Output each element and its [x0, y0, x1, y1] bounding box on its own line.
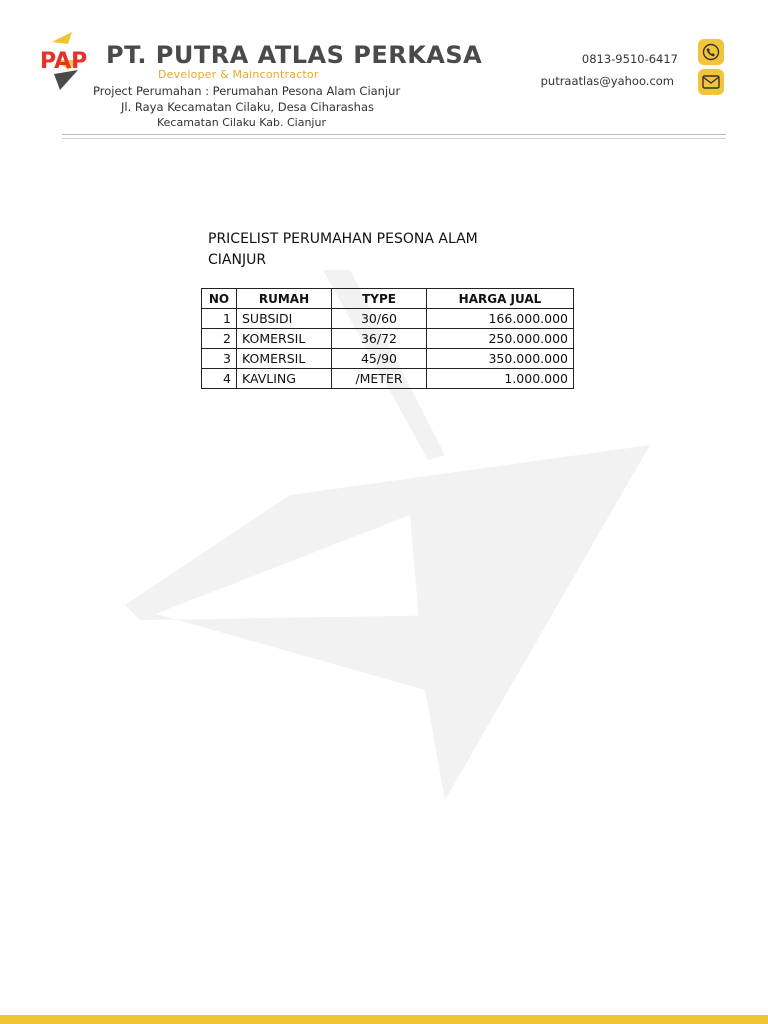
company-logo [38, 30, 100, 94]
footer-accent-bar [0, 1015, 768, 1024]
cell-harga: 166.000.000 [427, 309, 574, 329]
cell-harga: 350.000.000 [427, 349, 574, 369]
cell-rumah: KAVLING [237, 369, 332, 389]
column-header-harga-jual: HARGA JUAL [427, 289, 574, 309]
cell-rumah: KOMERSIL [237, 329, 332, 349]
table-row [202, 329, 574, 349]
table-header-row [202, 289, 574, 309]
header-divider [62, 138, 726, 139]
cell-rumah: SUBSIDI [237, 309, 332, 329]
cell-no: 3 [202, 349, 237, 369]
title-line: PRICELIST PERUMAHAN PESONA ALAM [208, 231, 478, 247]
table-row [202, 349, 574, 369]
envelope-icon [698, 69, 724, 95]
cell-type: 45/90 [332, 349, 427, 369]
pricelist-title [208, 229, 528, 271]
company-name: PT. PUTRA ATLAS PERKASA [106, 41, 483, 69]
address-line: Project Perumahan : Perumahan Pesona Alam Cianjur [93, 84, 401, 98]
column-header-no: NO [202, 289, 237, 309]
cell-harga: 250.000.000 [427, 329, 574, 349]
cell-type: /METER [332, 369, 427, 389]
address-line: Jl. Raya Kecamatan Cilaku, Desa Ciharashas [121, 100, 375, 114]
address-line: Kecamatan Cilaku Kab. Cianjur [157, 116, 326, 129]
cell-type: 36/72 [332, 329, 427, 349]
cell-rumah: KOMERSIL [237, 349, 332, 369]
table-row [202, 309, 574, 329]
cell-type: 30/60 [332, 309, 427, 329]
column-header-rumah: RUMAH [237, 289, 332, 309]
header-divider [62, 134, 726, 135]
cell-harga: 1.000.000 [427, 369, 574, 389]
price-table [201, 288, 574, 389]
table-row [202, 369, 574, 389]
phone-number: 0813-9510-6417 [581, 52, 678, 66]
cell-no: 2 [202, 329, 237, 349]
logo-text: PAP [40, 49, 88, 74]
phone-icon [698, 39, 724, 65]
cell-no: 4 [202, 369, 237, 389]
title-line: CIANJUR [208, 252, 267, 268]
cell-no: 1 [202, 309, 237, 329]
email-address: putraatlas@yahoo.com [540, 74, 674, 88]
column-header-type: TYPE [332, 289, 427, 309]
company-subtitle: Developer & Maincontractor [158, 68, 319, 81]
